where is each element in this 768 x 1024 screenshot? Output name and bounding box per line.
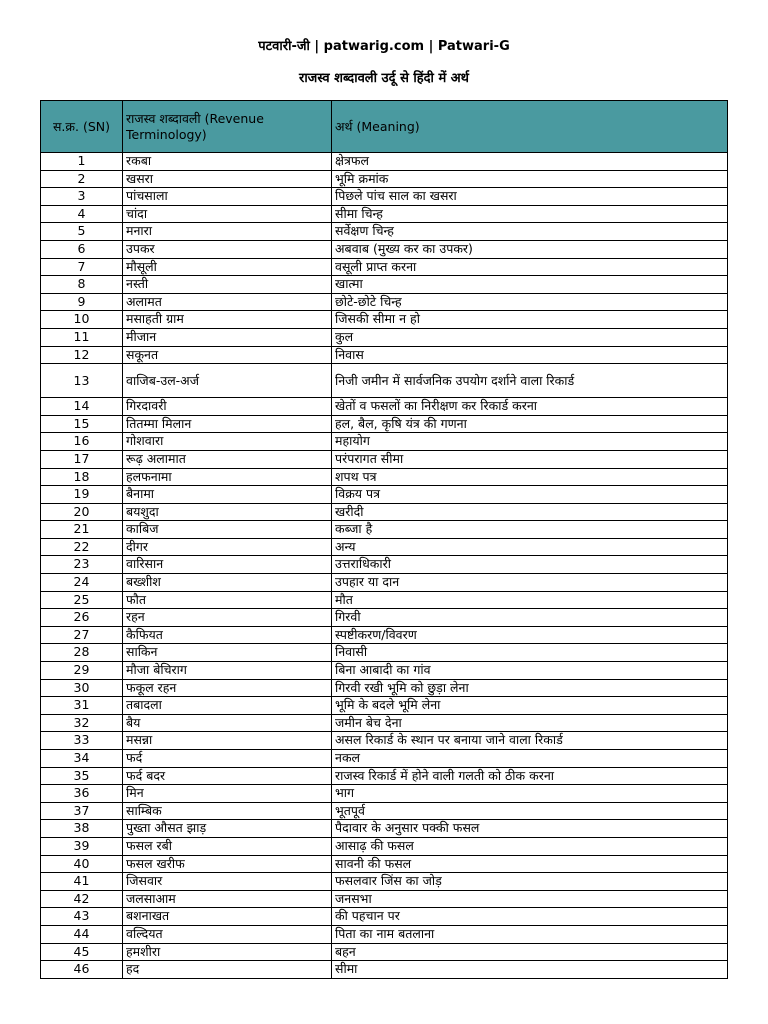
cell-meaning: भाग [332,785,728,803]
table-row [41,697,728,715]
cell-meaning: की पहचान पर [332,908,728,926]
cell-sn: 32 [41,714,123,732]
cell-meaning: खात्मा [332,276,728,294]
cell-meaning: जिसकी सीमा न हो [332,311,728,329]
cell-sn: 6 [41,240,123,258]
cell-sn: 35 [41,767,123,785]
cell-term: मिन [123,785,332,803]
cell-sn: 24 [41,574,123,592]
cell-meaning: गिरवी [332,609,728,627]
table-row [41,961,728,979]
cell-meaning: निजी जमीन में सार्वजनिक उपयोग दर्शाने वाला रिकार्ड [332,364,728,398]
cell-meaning: सीमा [332,961,728,979]
cell-meaning: कुल [332,328,728,346]
cell-meaning: भूमि क्रमांक [332,170,728,188]
cell-meaning: शपथ पत्र [332,468,728,486]
cell-sn: 16 [41,433,123,451]
cell-meaning: गिरवी रखी भूमि को छुड़ा लेना [332,679,728,697]
cell-sn: 22 [41,538,123,556]
cell-term: जलसाआम [123,890,332,908]
cell-sn: 28 [41,644,123,662]
cell-term: मौसूली [123,258,332,276]
table-row [41,468,728,486]
cell-meaning: खेतों व फसलों का निरीक्षण कर रिकार्ड करना [332,398,728,416]
cell-term: फर्द [123,750,332,768]
cell-sn: 37 [41,802,123,820]
table-row [41,521,728,539]
cell-term: बैय [123,714,332,732]
cell-term: हमशीरा [123,943,332,961]
cell-sn: 18 [41,468,123,486]
table-row [41,293,728,311]
cell-meaning: हल, बैल, कृषि यंत्र की गणना [332,415,728,433]
cell-sn: 45 [41,943,123,961]
cell-sn: 46 [41,961,123,979]
cell-sn: 11 [41,328,123,346]
table-row [41,364,728,398]
table-row [41,679,728,697]
cell-meaning: मौत [332,591,728,609]
table-row [41,855,728,873]
cell-meaning: पिछले पांच साल का खसरा [332,188,728,206]
cell-sn: 19 [41,486,123,504]
table-row [41,398,728,416]
table-row [41,170,728,188]
cell-term: काबिज [123,521,332,539]
table-row [41,837,728,855]
cell-sn: 4 [41,205,123,223]
cell-sn: 13 [41,364,123,398]
cell-term: मसाहती ग्राम [123,311,332,329]
cell-term: फर्द बदर [123,767,332,785]
table-row [41,714,728,732]
cell-meaning: जमीन बेच देना [332,714,728,732]
table-row [41,486,728,504]
table-row [41,943,728,961]
cell-term: मौजा बेचिराग [123,662,332,680]
table-row [41,276,728,294]
cell-meaning: स्पष्टीकरण/विवरण [332,626,728,644]
cell-sn: 21 [41,521,123,539]
cell-term: गिरदावरी [123,398,332,416]
table-row [41,223,728,241]
cell-sn: 7 [41,258,123,276]
cell-term: पांचसाला [123,188,332,206]
cell-sn: 30 [41,679,123,697]
cell-sn: 12 [41,346,123,364]
cell-term: फसल रबी [123,837,332,855]
cell-sn: 33 [41,732,123,750]
cell-term: मसन्ना [123,732,332,750]
cell-term: साकिन [123,644,332,662]
cell-sn: 5 [41,223,123,241]
cell-meaning: परंपरागत सीमा [332,450,728,468]
cell-term: गोशवारा [123,433,332,451]
cell-term: पुख्ता औसत झाड़ [123,820,332,838]
cell-term: हद [123,961,332,979]
column-header-sn: स.क्र. (SN) [41,101,123,153]
cell-sn: 8 [41,276,123,294]
cell-sn: 2 [41,170,123,188]
table-header-row [41,101,728,153]
table-row [41,240,728,258]
cell-term: बशनाखत [123,908,332,926]
cell-meaning: पिता का नाम बतलाना [332,925,728,943]
table-row [41,205,728,223]
cell-sn: 34 [41,750,123,768]
table-row [41,785,728,803]
table-row [41,591,728,609]
table-row [41,662,728,680]
cell-sn: 29 [41,662,123,680]
cell-meaning: छोटे-छोटे चिन्ह [332,293,728,311]
table-row [41,433,728,451]
cell-meaning: कब्जा है [332,521,728,539]
cell-term: रूढ़ अलामात [123,450,332,468]
cell-term: तबादला [123,697,332,715]
document-title: राजस्व शब्दावली उर्दू से हिंदी में अर्थ [299,71,469,86]
cell-term: नस्ती [123,276,332,294]
cell-sn: 10 [41,311,123,329]
cell-sn: 41 [41,873,123,891]
brand-english: Patwari-G [437,39,510,54]
cell-sn: 9 [41,293,123,311]
cell-term: जिसवार [123,873,332,891]
cell-term: बैनामा [123,486,332,504]
table-row [41,644,728,662]
cell-meaning: अबवाब (मुख्य कर का उपकर) [332,240,728,258]
table-row [41,873,728,891]
cell-term: दीगर [123,538,332,556]
table-row [41,925,728,943]
cell-meaning: क्षेत्रफल [332,153,728,171]
table-row [41,750,728,768]
column-header-term: राजस्व शब्दावली (Revenue Terminology) [123,101,332,153]
cell-sn: 42 [41,890,123,908]
cell-term: कैफियत [123,626,332,644]
cell-sn: 39 [41,837,123,855]
table-row [41,609,728,627]
table-row [41,820,728,838]
cell-term: बख्शीश [123,574,332,592]
cell-meaning: वसूली प्राप्त करना [332,258,728,276]
cell-sn: 14 [41,398,123,416]
cell-sn: 26 [41,609,123,627]
table-row [41,328,728,346]
cell-meaning: बिना आबादी का गांव [332,662,728,680]
table-row [41,802,728,820]
cell-term: खसरा [123,170,332,188]
table-row [41,767,728,785]
cell-meaning: नकल [332,750,728,768]
cell-sn: 43 [41,908,123,926]
cell-sn: 31 [41,697,123,715]
cell-meaning: भूमि के बदले भूमि लेना [332,697,728,715]
cell-meaning: राजस्व रिकार्ड में होने वाली गलती को ठीक करना [332,767,728,785]
cell-term: फौत [123,591,332,609]
cell-sn: 15 [41,415,123,433]
table-row [41,311,728,329]
cell-meaning: जनसभा [332,890,728,908]
cell-sn: 1 [41,153,123,171]
table-row [41,626,728,644]
table-body [41,153,728,979]
table-row [41,908,728,926]
cell-term: चांदा [123,205,332,223]
cell-meaning: बहन [332,943,728,961]
cell-sn: 3 [41,188,123,206]
table-row [41,732,728,750]
cell-meaning: निवासी [332,644,728,662]
cell-term: वल्दियत [123,925,332,943]
cell-term: हलफनामा [123,468,332,486]
header-separator: | [309,39,324,54]
cell-term: वाजिब-उल-अर्ज [123,364,332,398]
cell-meaning: आसाढ़ की फसल [332,837,728,855]
cell-sn: 38 [41,820,123,838]
cell-sn: 36 [41,785,123,803]
page-header [0,36,768,54]
table-row [41,503,728,521]
cell-meaning: फसलवार जिंस का जोड़ [332,873,728,891]
cell-term: रहन [123,609,332,627]
header-separator: | [424,39,438,54]
cell-meaning: सावनी की फसल [332,855,728,873]
cell-term: अलामत [123,293,332,311]
cell-term: मीजान [123,328,332,346]
glossary-table [40,100,728,979]
cell-term: सकूनत [123,346,332,364]
cell-meaning: असल रिकार्ड के स्थान पर बनाया जाने वाला रिकार्ड [332,732,728,750]
table-row [41,890,728,908]
cell-term: उपकर [123,240,332,258]
site-name: patwarig.com [323,39,425,54]
table-row [41,415,728,433]
cell-meaning: पैदावार के अनुसार पक्की फसल [332,820,728,838]
table-row [41,556,728,574]
cell-meaning: खरीदी [332,503,728,521]
cell-meaning: निवास [332,346,728,364]
cell-sn: 23 [41,556,123,574]
table-row [41,538,728,556]
table-row [41,346,728,364]
cell-term: फकूल रहन [123,679,332,697]
cell-sn: 25 [41,591,123,609]
cell-term: फसल खरीफ [123,855,332,873]
cell-meaning: उत्तराधिकारी [332,556,728,574]
cell-term: मनारा [123,223,332,241]
cell-term: बयशुदा [123,503,332,521]
cell-term: तितम्मा मिलान [123,415,332,433]
cell-sn: 40 [41,855,123,873]
cell-sn: 17 [41,450,123,468]
cell-meaning: महायोग [332,433,728,451]
cell-meaning: उपहार या दान [332,574,728,592]
table-row [41,153,728,171]
table-row [41,450,728,468]
brand-hindi: पटवारी-जी [258,39,310,54]
cell-term: साम्बिक [123,802,332,820]
cell-sn: 27 [41,626,123,644]
cell-sn: 20 [41,503,123,521]
cell-term: वारिसान [123,556,332,574]
cell-meaning: विक्रय पत्र [332,486,728,504]
cell-term: रकबा [123,153,332,171]
cell-meaning: अन्य [332,538,728,556]
cell-sn: 44 [41,925,123,943]
column-header-meaning: अर्थ (Meaning) [332,101,728,153]
table-row [41,258,728,276]
cell-meaning: सीमा चिन्ह [332,205,728,223]
cell-meaning: सर्वेक्षण चिन्ह [332,223,728,241]
table-row [41,574,728,592]
cell-meaning: भूतपूर्व [332,802,728,820]
table-row [41,188,728,206]
